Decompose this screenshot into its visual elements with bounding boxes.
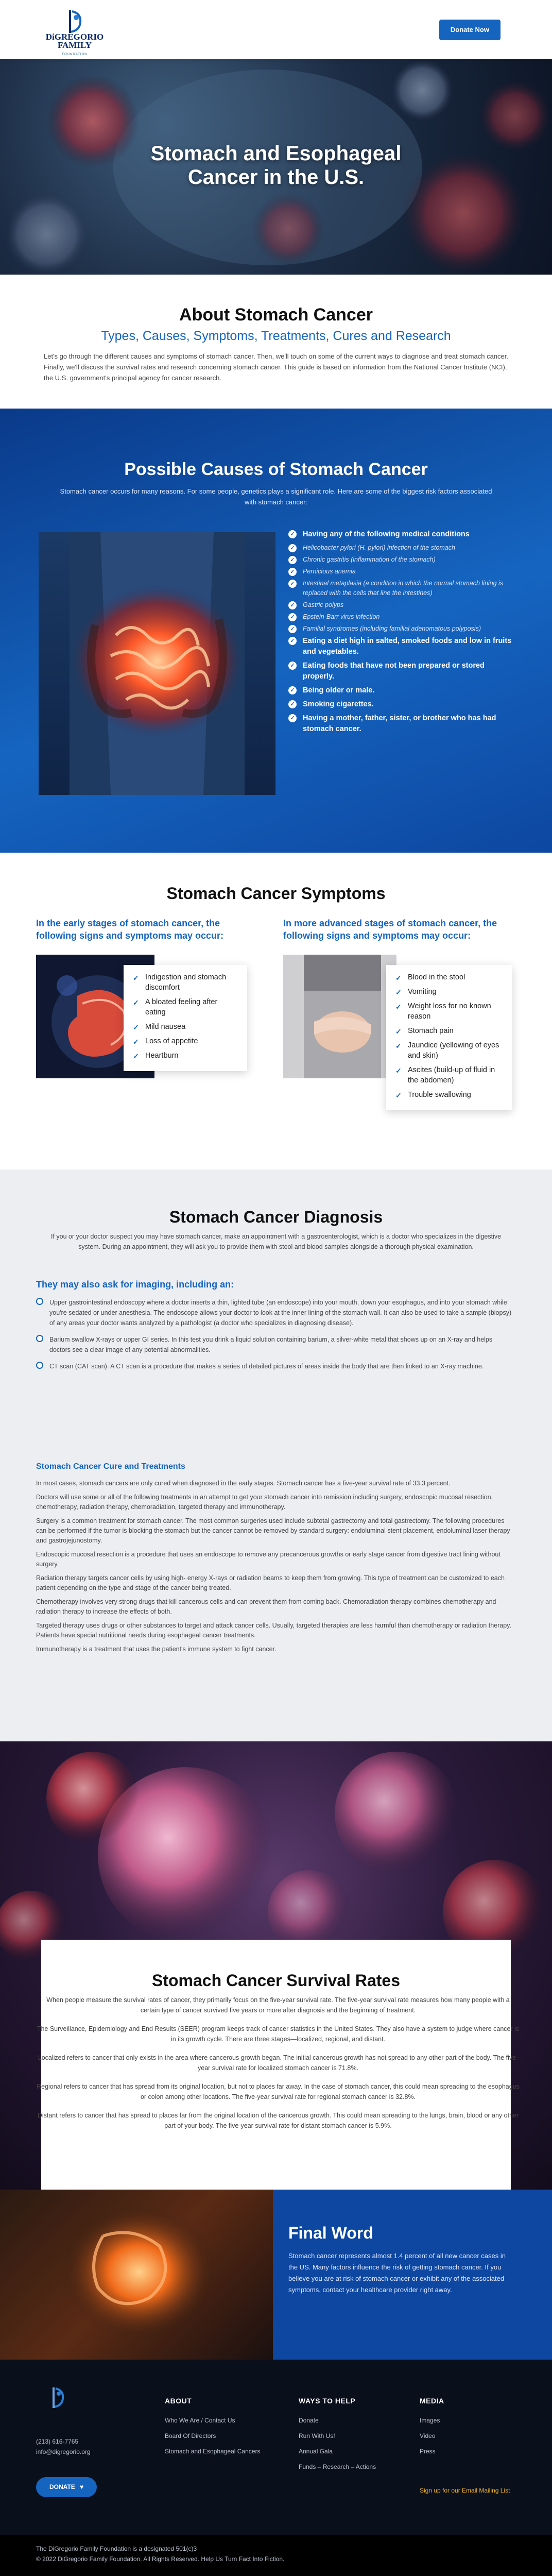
footer-legal-501c3: The DiGregorio Family Foundation is a designated 501(c)3: [36, 2545, 197, 2552]
final-word-title: Final Word: [288, 2224, 373, 2242]
check-circle-icon: ✓: [288, 637, 297, 645]
stomach-illustration: [39, 532, 275, 795]
causes-list: [288, 529, 515, 738]
cause-item-text: Familial syndromes (including familial adenomatous polyposis): [303, 625, 481, 632]
cure-paragraph: Doctors will use some or all of the following treatments in an attempt to get your stomach cancer into remission including surgery, endoscopic mucosal resection, chemotherapy, radiation therapy, chemoradiation, targeted therapy and immunotherapy.: [36, 1494, 493, 1511]
cause-item: [288, 660, 515, 682]
cause-item-text: Epstein-Barr virus infection: [303, 613, 380, 620]
imaging-heading: They may also ask for imaging, including an:: [36, 1279, 234, 1290]
cure-paragraph: Targeted therapy uses drugs or other substances to target and attack cancer cells. Usually, targeted therapies are less harmful than chemotherapy or radiation therapy. Patients have special nutritional needs during esophageal cancer treatments.: [36, 1622, 511, 1639]
symptom-item-text: Vomiting: [408, 988, 437, 996]
footer-media-heading: MEDIA: [420, 2397, 444, 2405]
imaging-item: [36, 1334, 515, 1355]
check-circle-icon: ✓: [288, 556, 297, 564]
symptom-item-text: Weight loss for no known reason: [408, 1002, 491, 1021]
check-circle-icon: ✓: [288, 700, 297, 708]
symptom-item-text: Mild nausea: [145, 1023, 186, 1031]
footer-donate-label: DONATE: [49, 2483, 75, 2490]
donate-now-button[interactable]: Donate Now: [439, 20, 501, 40]
symptom-item: [395, 987, 503, 997]
footer-media-links: [420, 2415, 440, 2462]
footer-about-links: [165, 2415, 260, 2462]
symptoms-title: Stomach Cancer Symptoms: [166, 884, 386, 903]
survival-paragraphs: [36, 1995, 520, 2139]
footer-bottom-bar: [0, 2535, 552, 2576]
footer-help-heading: WAYS TO HELP: [299, 2397, 356, 2405]
check-circle-icon: ✓: [288, 544, 297, 552]
symptom-item-text: Heartburn: [145, 1052, 179, 1060]
mailing-list-link[interactable]: Sign up for our Email Mailing List: [420, 2487, 510, 2494]
footer-copyright: © 2022 DiGregorio Family Foundation. All Rights Reserved. Help Us Turn Fact Into Fiction.: [36, 2555, 285, 2563]
check-circle-icon: ✓: [288, 662, 297, 670]
cause-item: [288, 685, 515, 696]
cure-paragraph: In most cases, stomach cancers are only cured when diagnosed in the early stages. Stomach cancer has a five-year survival rate of 33.3 percent.: [36, 1480, 451, 1487]
cure-paragraphs: [36, 1479, 515, 1658]
symptom-item-text: Stomach pain: [408, 1027, 454, 1035]
check-icon: ✓: [395, 1042, 402, 1050]
final-word-image: [0, 2190, 273, 2360]
cause-item: [288, 579, 515, 598]
logo-line1: DiGREGORIO: [45, 32, 104, 42]
bullet-circle-icon: [36, 1298, 43, 1305]
cause-item: [288, 624, 515, 634]
advanced-symptoms-card: [386, 965, 512, 1110]
cause-item: [288, 713, 515, 735]
cause-item-text: Helicobacter pylori (H. pylori) infection of the stomach: [303, 544, 455, 551]
footer-link[interactable]: Stomach and Esophageal Cancers: [165, 2448, 261, 2455]
imaging-item-text: CT scan (CAT scan). A CT scan is a procedure that makes a series of detailed pictures of areas inside the body that are then linked to an X-ray machine.: [49, 1363, 484, 1370]
footer-help-links: [299, 2415, 376, 2477]
footer-link[interactable]: Donate: [299, 2417, 319, 2424]
footer-link[interactable]: Who We Are / Contact Us: [165, 2417, 235, 2424]
survival-paragraph: Distant refers to cancer that has spread to places far from the original location of the cancerous growth. This could mean spreading to the lungs, brain, blood or any other part of your body. The five-year survival rate for distant stomach cancer is 5.9%.: [37, 2112, 519, 2129]
cause-item-text: Eating a diet high in salted, smoked foods and low in fruits and vegetables.: [303, 637, 512, 656]
survival-section: [0, 1741, 552, 2190]
cause-item-text: Pernicious anemia: [303, 568, 356, 575]
footer-about-heading: ABOUT: [165, 2397, 192, 2405]
causes-intro: Stomach cancer occurs for many reasons. For some people, genetics plays a significant role. Here are some of the biggest risk factors associated with stomach cancer:: [60, 487, 492, 506]
about-body: Let's go through the different causes and symptoms of stomach cancer. Then, we'll touch on some of the current ways to diagnose and treat stomach cancer. Finally, we'll discuss the survival rates and research concerning stomach cancer. This guide is based on information from the National Cancer Institute (NCI), the U.S. government's principal agency for cancer research.: [44, 352, 508, 382]
diagnosis-intro: If you or your doctor suspect you may have stomach cancer, make an appointment with a gastroenterologist, which is a doctor who specializes in the digestive system. During an appointment, they will ask you to provide them with stool and blood samples alongside a thorough physical examination.: [50, 1233, 502, 1250]
diagnosis-title: Stomach Cancer Diagnosis: [169, 1208, 383, 1226]
cause-item-text: Having a mother, father, sister, or brother who has had stomach cancer.: [303, 714, 496, 733]
symptom-item: [395, 1040, 503, 1061]
cure-paragraph: Endoscopic mucosal resection is a procedure that uses an endoscope to remove any precancerous growths or early stage cancer from digestive tract lining without surgery.: [36, 1551, 501, 1568]
imaging-list: [36, 1297, 515, 1378]
diagnosis-section: [0, 1170, 552, 1741]
cause-item-text: Eating foods that have not been prepared or stored properly.: [303, 662, 485, 681]
footer-email[interactable]: info@digregorio.org: [36, 2448, 91, 2455]
symptom-item: [395, 972, 503, 982]
early-symptoms-heading: In the early stages of stomach cancer, the following signs and symptoms may occur:: [36, 918, 224, 941]
stomach-pain-image: [39, 532, 275, 795]
footer-phone[interactable]: (213) 616-7765: [36, 2438, 79, 2445]
check-circle-icon: ✓: [288, 714, 297, 722]
imaging-item: [36, 1361, 515, 1371]
cause-item-text: Having any of the following medical conditions: [303, 530, 470, 538]
check-icon: ✓: [395, 1066, 402, 1075]
cure-paragraph: Chemotherapy involves very strong drugs that kill cancerous cells and can prevent them from coming back. Chemoradiation therapy combines chemotherapy and radiation therapy to increase the effects of both.: [36, 1598, 496, 1615]
imaging-item-text: Upper gastrointestinal endoscopy where a doctor inserts a thin, lighted tube (an endoscope) into your mouth, down your esophagus, and into your stomach while you're sedated or under anesthesia. The endoscope allows your doctor to look at the inner lining of the stomach wall. It can also be used to take a sample (biopsy) of any areas your doctor wants analyzed by a pathologist (a doctor who specializes in diagnosing disease).: [49, 1299, 512, 1327]
cause-item: [288, 636, 515, 657]
check-icon: ✓: [133, 998, 139, 1007]
logo-sub: FOUNDATION: [62, 53, 88, 56]
check-icon: ✓: [395, 1027, 402, 1036]
advanced-symptoms-list: [395, 972, 503, 1100]
check-circle-icon: ✓: [288, 568, 297, 576]
symptom-item-text: Indigestion and stomach discomfort: [145, 973, 227, 992]
advanced-symptoms-heading: In more advanced stages of stomach cancer, the following signs and symptoms may occur:: [283, 918, 497, 941]
footer-logo-icon[interactable]: [36, 2385, 77, 2416]
causes-section: [0, 409, 552, 853]
early-symptoms-card: [124, 965, 247, 1071]
survival-paragraph: Localized refers to cancer that only exists in the area where cancerous growth began. The initial cancerous growth has not spread to any other part of the body. The five-year survival rate for localized stomach cancer is 71.8%.: [38, 2054, 519, 2072]
check-circle-icon: ✓: [288, 601, 297, 609]
cause-item: [288, 555, 515, 565]
cause-item-text: Being older or male.: [303, 686, 375, 694]
causes-title: Possible Causes of Stomach Cancer: [124, 460, 428, 479]
bullet-circle-icon: [36, 1362, 43, 1369]
bullet-circle-icon: [36, 1335, 43, 1342]
imaging-item-text: Barium swallow X-rays or upper GI series. In this test you drink a liquid solution containing barium, a silver-white metal that shows up on an X-ray and helps doctors see a clear image of any potential abnormalities.: [49, 1336, 493, 1353]
about-subtitle: Types, Causes, Symptoms, Treatments, Cures and Research: [101, 329, 451, 343]
symptom-item-text: A bloated feeling after eating: [145, 998, 218, 1016]
footer-link[interactable]: Press: [420, 2448, 436, 2455]
check-icon: ✓: [395, 988, 402, 996]
symptom-item-text: Blood in the stool: [408, 973, 465, 981]
hero-title: Stomach and Esophageal Cancer in the U.S.: [150, 142, 402, 189]
check-icon: ✓: [133, 1023, 139, 1031]
hero-banner: [0, 59, 552, 275]
footer-link[interactable]: Run With Us!: [299, 2432, 335, 2439]
cause-item: [288, 612, 515, 622]
imaging-item: [36, 1297, 515, 1328]
site-logo[interactable]: [36, 7, 113, 54]
cure-paragraph: Surgery is a common treatment for stomach cancer. The most common surgeries used include subtotal gastrectomy and total gastrectomy. The following procedures can be performed if the tumor is blocking the stomach but the cancer cannot be removed by standard surgery: endoluminal stent placement, endoluminal laser therapy and gastrojejunostomy.: [36, 1517, 510, 1544]
symptom-item: [133, 1022, 238, 1032]
cause-item-text: Gastric polyps: [303, 601, 344, 608]
symptom-item: [395, 1090, 503, 1100]
cause-item-text: Intestinal metaplasia (a condition in which the normal stomach lining is replaced with the cells that line the intestines): [303, 580, 504, 597]
footer-link[interactable]: Images: [420, 2417, 440, 2424]
about-section: [0, 275, 552, 409]
cure-paragraph: Immunotherapy is a treatment that uses the patient's immune system to fight cancer.: [36, 1646, 277, 1653]
symptom-item-text: Loss of appetite: [145, 1037, 198, 1045]
survival-title: Stomach Cancer Survival Rates: [152, 1971, 400, 1990]
symptom-item: [395, 1001, 503, 1022]
symptoms-section: [0, 853, 552, 1170]
check-icon: ✓: [395, 974, 402, 982]
site-header: [0, 0, 552, 59]
cause-item: [288, 529, 515, 540]
final-word-section: [0, 2190, 552, 2360]
site-footer: [0, 2360, 552, 2576]
check-circle-icon: ✓: [288, 580, 297, 588]
heart-icon: ♥: [80, 2483, 84, 2490]
check-icon: ✓: [395, 1003, 402, 1011]
footer-link[interactable]: Board Of Directors: [165, 2432, 216, 2439]
person-holding-stomach-illustration: [283, 955, 396, 1078]
symptom-item: [133, 997, 238, 1018]
footer-link[interactable]: Video: [420, 2432, 436, 2439]
cure-heading: Stomach Cancer Cure and Treatments: [36, 1462, 185, 1471]
cause-item-text: Chronic gastritis (inflammation of the stomach): [303, 556, 436, 563]
symptom-item: [133, 1050, 238, 1061]
symptom-item-text: Ascites (build-up of fluid in the abdomen): [408, 1066, 495, 1084]
check-circle-icon: ✓: [288, 530, 297, 538]
cause-item: [288, 699, 515, 710]
abdominal-pain-illustration: [0, 2190, 273, 2360]
symptom-item: [133, 972, 238, 993]
symptom-item-text: Trouble swallowing: [408, 1091, 471, 1099]
cause-item: [288, 543, 515, 553]
cause-item: [288, 600, 515, 610]
survival-paragraph: When people measure the survival rates of cancer, they primarily focus on the five-year survival rate. The five-year survival rate measures how many people with a certain type of cancer survived five years or more after diagnosis and the beginning of treatment.: [46, 1996, 510, 2014]
check-circle-icon: ✓: [288, 613, 297, 621]
symptom-item: [395, 1026, 503, 1036]
check-icon: ✓: [395, 1091, 402, 1099]
symptom-item: [395, 1065, 503, 1086]
check-icon: ✓: [133, 974, 139, 982]
symptom-item-text: Jaundice (yellowing of eyes and skin): [408, 1041, 499, 1060]
survival-paragraph: The Surveillance, Epidemiology and End Results (SEER) program keeps track of cancer statistics in the United States. They also have a system to judge where cancer is in its growth cycle. There are three stages—localized, regional, and distant.: [37, 2025, 520, 2043]
footer-link[interactable]: Annual Gala: [299, 2448, 333, 2455]
final-word-body: Stomach cancer represents almost 1.4 percent of all new cancer cases in the US. Many factors influence the risk of getting stomach cancer. If you believe you are at risk of stomach cancer or exhibit any of the associated symptoms, contact your healthcare provider right away.: [288, 2252, 506, 2294]
footer-donate-button[interactable]: [36, 2477, 97, 2497]
cure-paragraph: Radiation therapy targets cancer cells by using high- energy X-rays or radiation beams to keep them from growing. This type of treatment can be customized to each patient depending on the type and stage of the cancer being treated.: [36, 1574, 505, 1591]
logo-line2: FAMILY: [57, 40, 92, 50]
check-circle-icon: ✓: [288, 625, 297, 633]
survival-paragraph: Regional refers to cancer that has spread from its original location, but not to places far away. In the case of stomach cancer, this could mean spreading to the esophagus or colon among other locations. The five-year survival rate for regional stomach cancer is 32.8%.: [37, 2083, 520, 2100]
about-title: About Stomach Cancer: [179, 305, 373, 325]
cause-item-text: Smoking cigarettes.: [303, 700, 374, 708]
check-icon: ✓: [133, 1052, 139, 1060]
cause-item: [288, 567, 515, 577]
advanced-symptoms-image: [283, 955, 396, 1078]
symptom-item: [133, 1036, 238, 1046]
check-icon: ✓: [133, 1038, 139, 1046]
early-symptoms-list: [133, 972, 238, 1061]
footer-link[interactable]: Funds – Research – Actions: [299, 2463, 376, 2470]
check-circle-icon: ✓: [288, 686, 297, 694]
